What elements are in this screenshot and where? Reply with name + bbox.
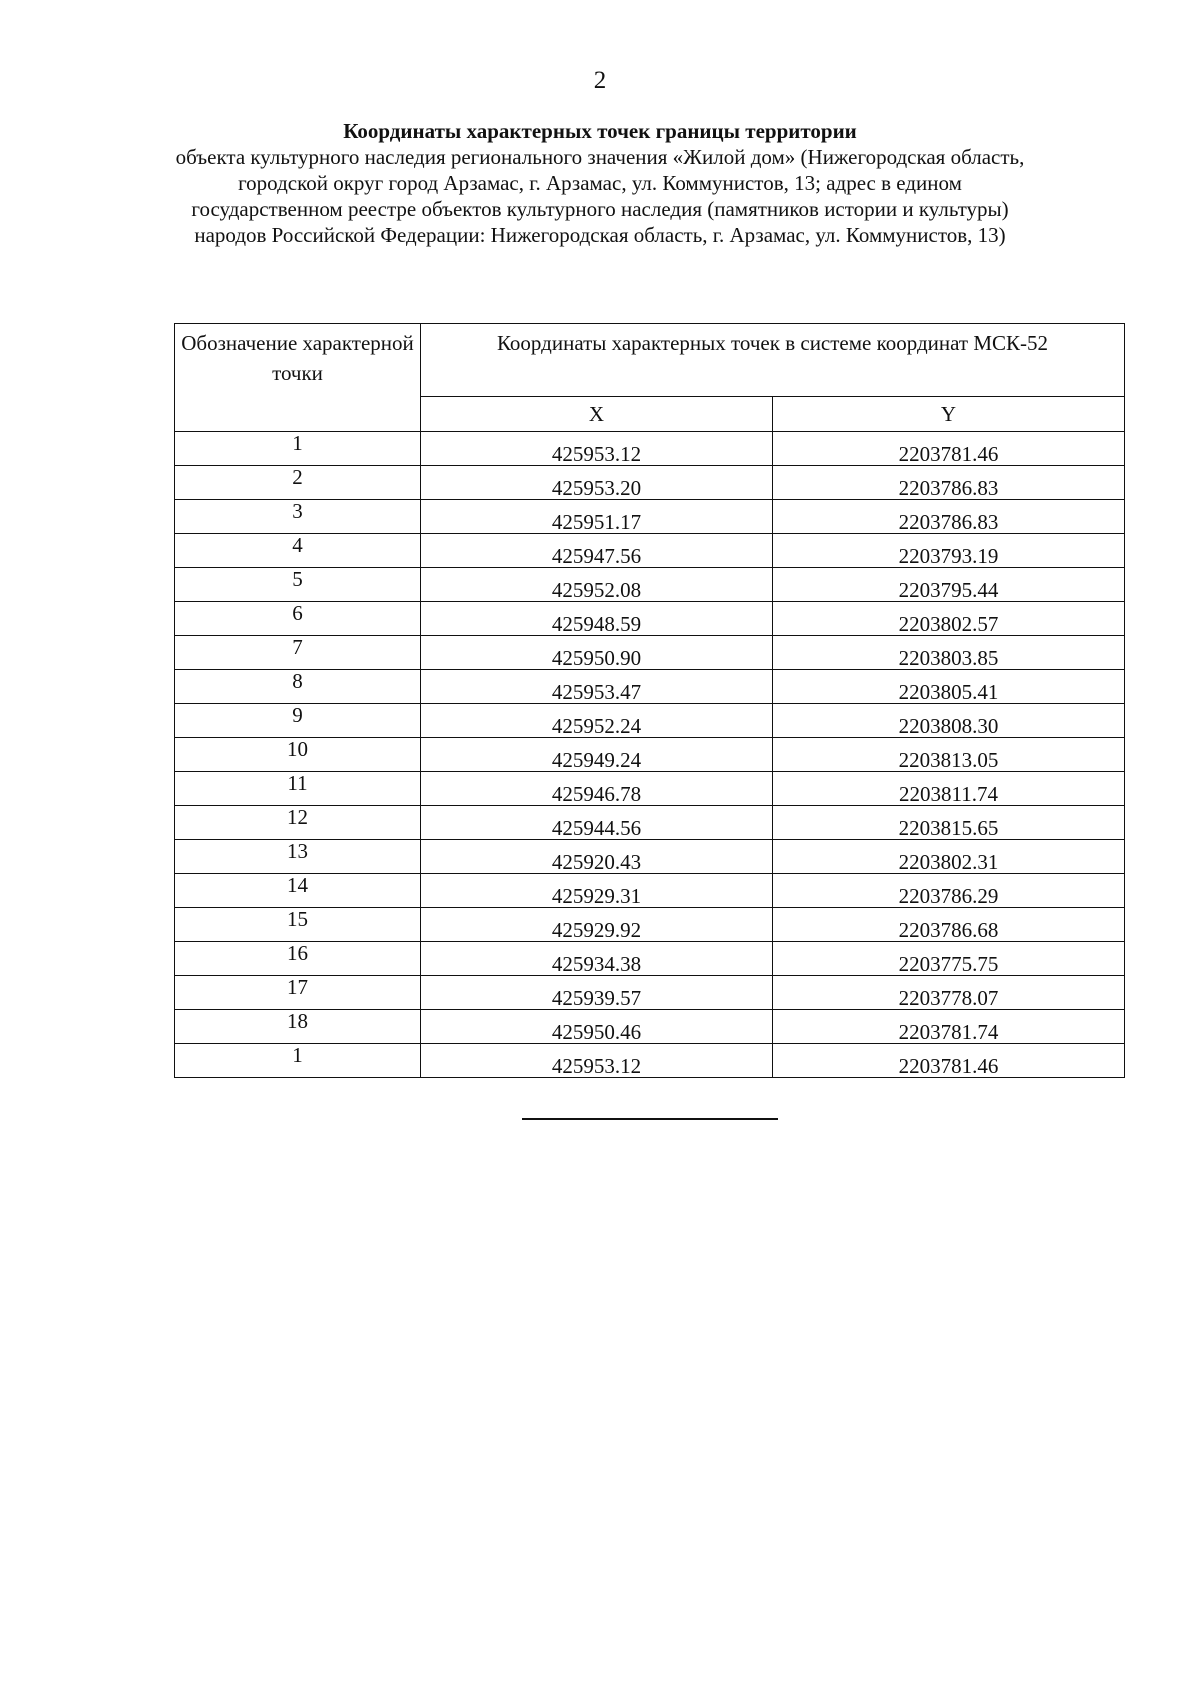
y-cell: 2203781.74 [773,1010,1125,1044]
x-cell: 425953.47 [421,670,773,704]
y-cell: 2203803.85 [773,636,1125,670]
header-designation: Обозначение характерной точки [175,324,421,432]
table-row [175,432,1125,466]
point-cell: 11 [175,772,421,806]
table-body [175,432,1125,1078]
x-cell: 425953.12 [421,432,773,466]
x-cell: 425950.46 [421,1010,773,1044]
y-cell: 2203778.07 [773,976,1125,1010]
y-cell: 2203815.65 [773,806,1125,840]
table-row [175,1044,1125,1078]
y-cell: 2203795.44 [773,568,1125,602]
heading-subtitle: объекта культурного наследия регионального значения «Жилой дом» (Нижегородская область, городской округ город Арзамас, г. Арзамас, ул. Коммунистов, 13; адрес в едином государственном реестре объектов культурного наследия (памятников истории и культуры) народов Российской Федерации: Нижегородская область, г. Арзамас, ул. Коммунистов, 13) [175,145,1025,247]
x-cell: 425934.38 [421,942,773,976]
header-coordinate-system: Координаты характерных точек в системе координат МСК-52 [421,324,1125,397]
point-cell: 17 [175,976,421,1010]
x-cell: 425952.24 [421,704,773,738]
x-cell: 425951.17 [421,500,773,534]
y-cell: 2203811.74 [773,772,1125,806]
x-cell: 425947.56 [421,534,773,568]
table-row [175,1010,1125,1044]
point-cell: 14 [175,874,421,908]
y-cell: 2203808.30 [773,704,1125,738]
y-cell: 2203781.46 [773,432,1125,466]
y-cell: 2203786.83 [773,466,1125,500]
x-cell: 425939.57 [421,976,773,1010]
point-cell: 3 [175,500,421,534]
table-row [175,738,1125,772]
y-cell: 2203802.31 [773,840,1125,874]
point-cell: 18 [175,1010,421,1044]
x-cell: 425929.31 [421,874,773,908]
point-cell: 12 [175,806,421,840]
table-row [175,806,1125,840]
table-row [175,874,1125,908]
point-cell: 16 [175,942,421,976]
header-x: X [421,397,773,432]
end-rule [522,1118,778,1120]
point-cell: 1 [175,1044,421,1078]
point-cell: 1 [175,432,421,466]
coordinates-table [174,323,1125,1078]
y-cell: 2203802.57 [773,602,1125,636]
y-cell: 2203793.19 [773,534,1125,568]
x-cell: 425950.90 [421,636,773,670]
heading-title: Координаты характерных точек границы территории [343,119,857,143]
table-row [175,976,1125,1010]
table-row [175,942,1125,976]
point-cell: 13 [175,840,421,874]
x-cell: 425948.59 [421,602,773,636]
x-cell: 425953.20 [421,466,773,500]
point-cell: 7 [175,636,421,670]
point-cell: 5 [175,568,421,602]
table-row [175,602,1125,636]
x-cell: 425920.43 [421,840,773,874]
point-cell: 9 [175,704,421,738]
table-row [175,466,1125,500]
table-header [175,324,1125,432]
table-row [175,908,1125,942]
page-number: 2 [593,67,607,94]
table-row [175,568,1125,602]
point-cell: 8 [175,670,421,704]
point-cell: 4 [175,534,421,568]
x-cell: 425953.12 [421,1044,773,1078]
x-cell: 425952.08 [421,568,773,602]
point-cell: 10 [175,738,421,772]
point-cell: 6 [175,602,421,636]
y-cell: 2203805.41 [773,670,1125,704]
x-cell: 425949.24 [421,738,773,772]
document-heading [160,118,1040,248]
table-row [175,772,1125,806]
y-cell: 2203781.46 [773,1044,1125,1078]
x-cell: 425946.78 [421,772,773,806]
header-y: Y [773,397,1125,432]
point-cell: 2 [175,466,421,500]
table-row [175,636,1125,670]
table-row [175,840,1125,874]
table-row [175,534,1125,568]
y-cell: 2203786.83 [773,500,1125,534]
x-cell: 425929.92 [421,908,773,942]
table-row [175,704,1125,738]
y-cell: 2203813.05 [773,738,1125,772]
y-cell: 2203786.29 [773,874,1125,908]
table-row [175,500,1125,534]
x-cell: 425944.56 [421,806,773,840]
table-row [175,670,1125,704]
y-cell: 2203786.68 [773,908,1125,942]
point-cell: 15 [175,908,421,942]
y-cell: 2203775.75 [773,942,1125,976]
